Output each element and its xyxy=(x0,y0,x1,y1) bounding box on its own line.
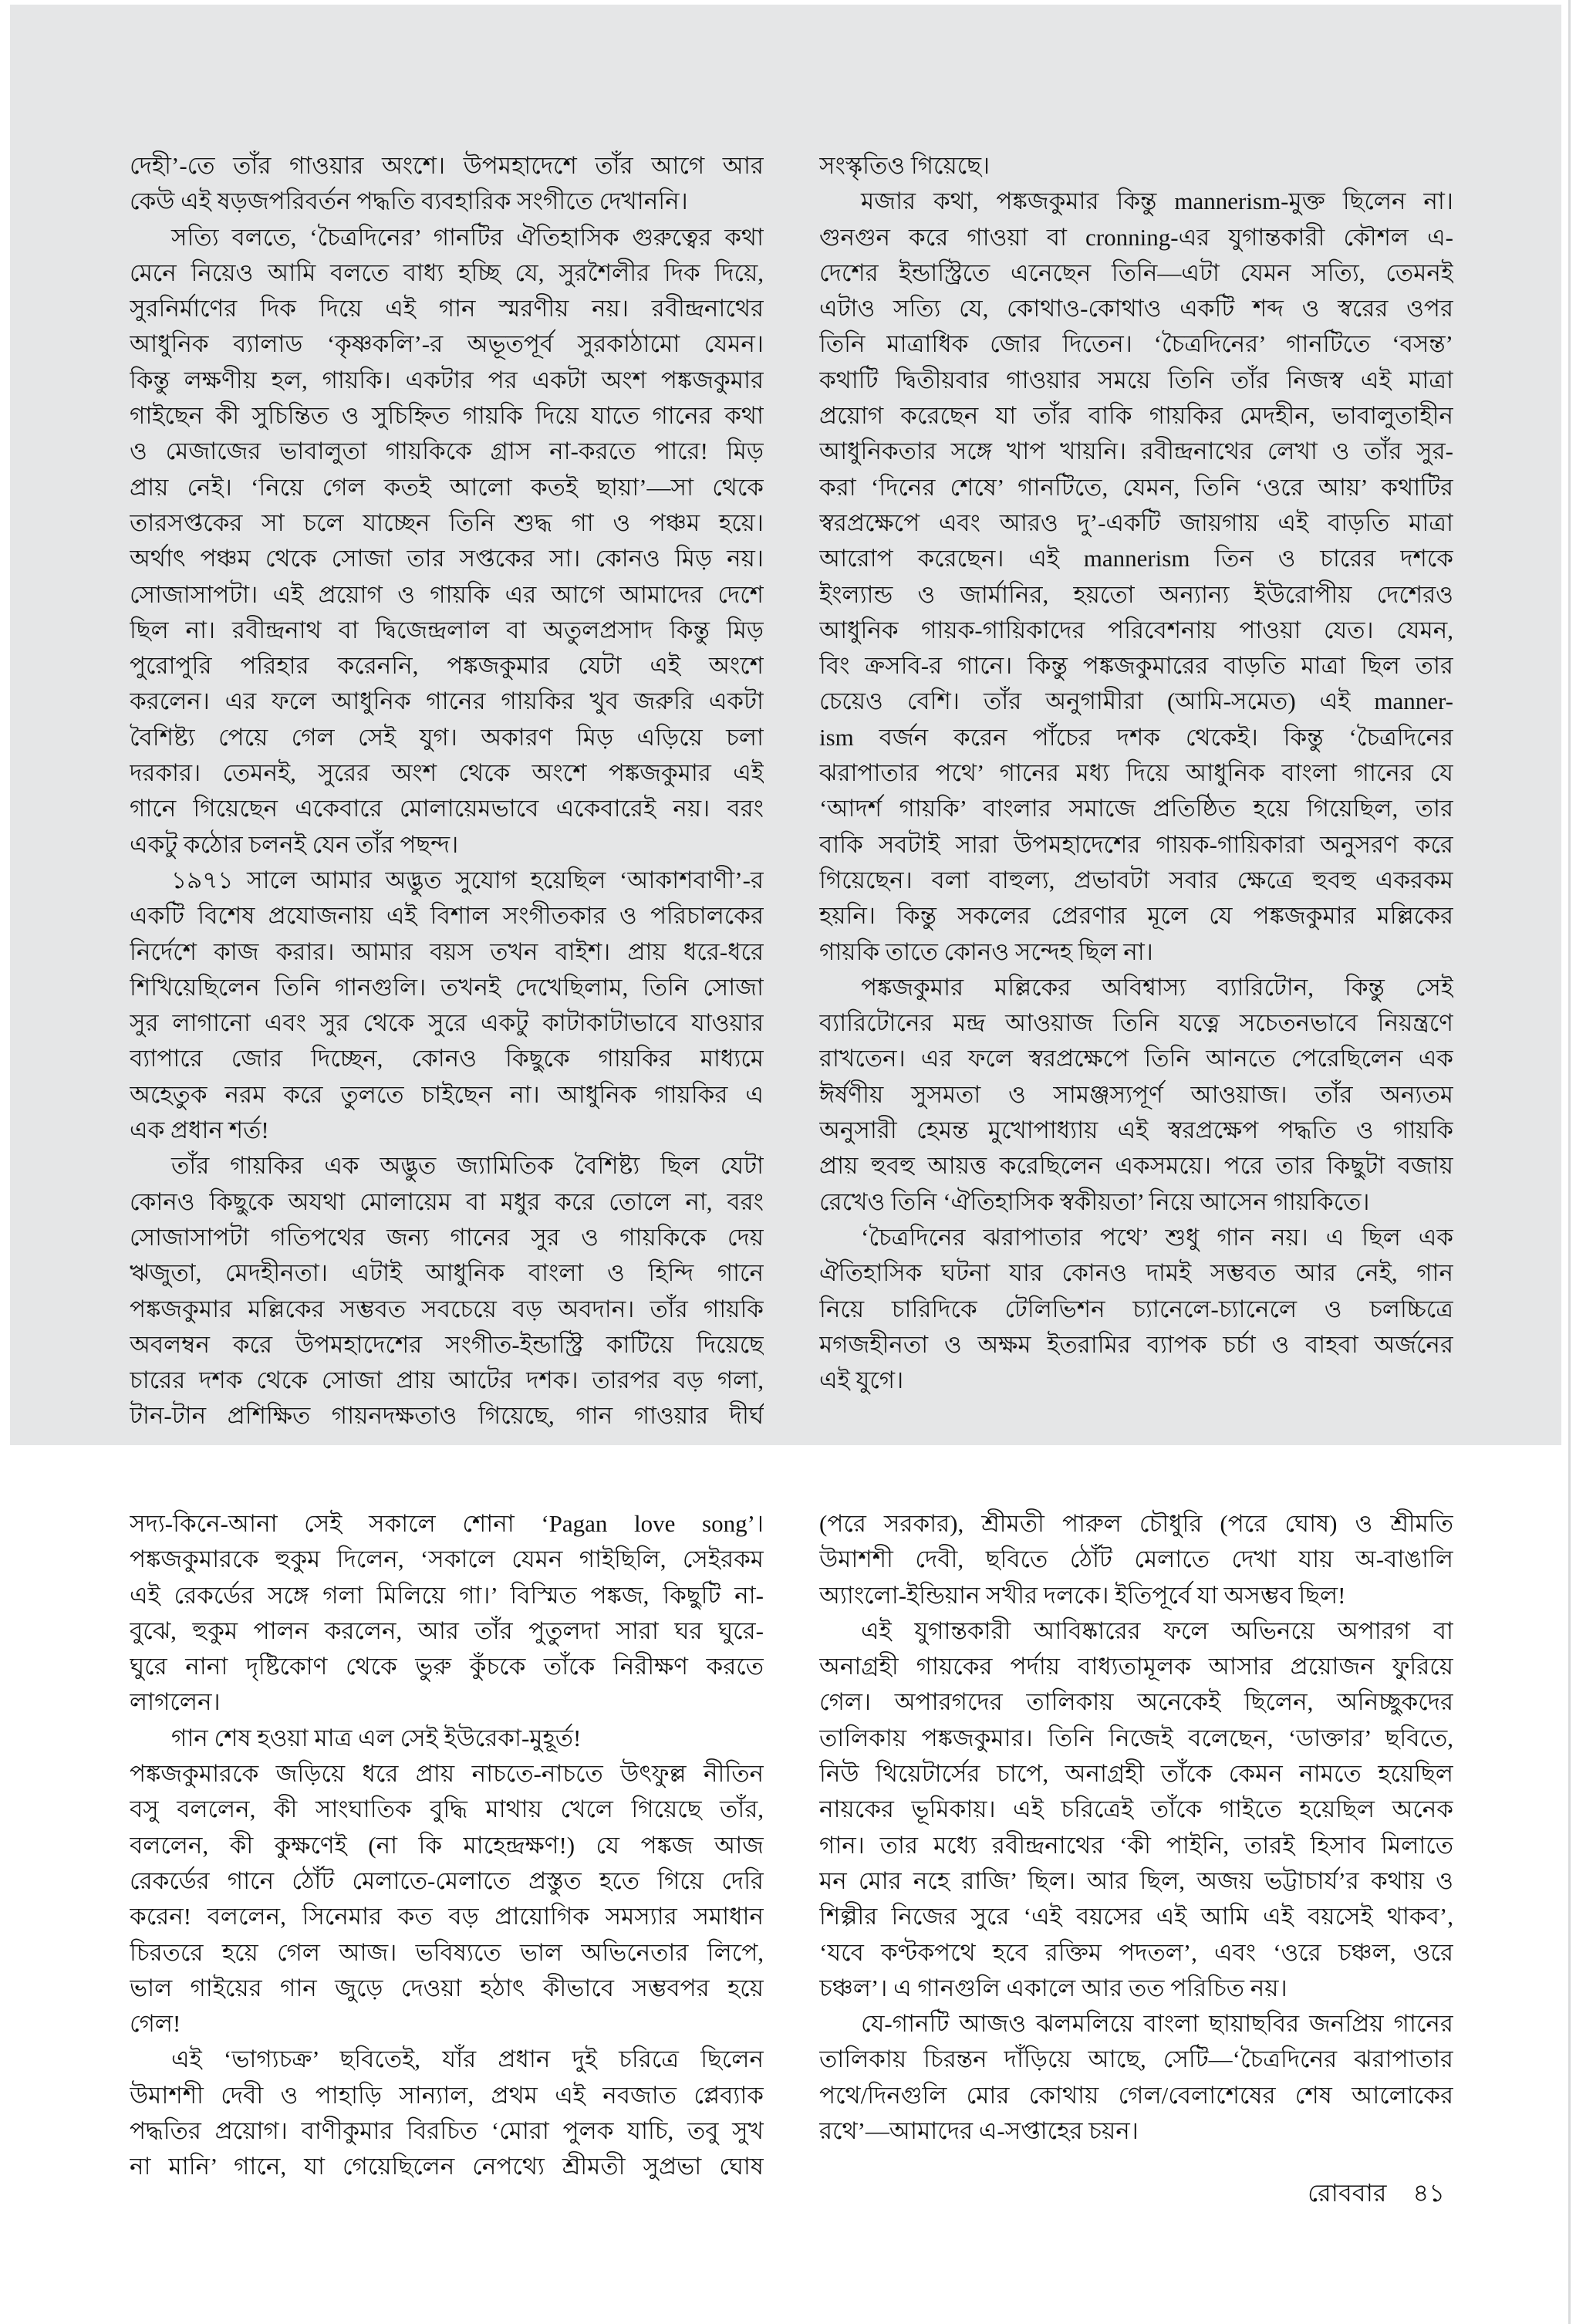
text-line: প্রয়োগ করেছেন যা তাঁর বাকি গায়কির মেদহীন, ভাবালুতাহীন xyxy=(819,402,1453,430)
text-line: কথাটি দ্বিতীয়বার গাওয়ার সময়ে তিনি তাঁর নিজস্ব এই মাত্রা xyxy=(819,366,1453,394)
top-left-column xyxy=(130,148,764,1434)
text-line: নিউ থিয়েটার্সের চাপে, অনাগ্রহী তাঁকে কেমন নামতে হয়েছিল xyxy=(819,1760,1453,1788)
text-line: সোজাসাপটা গতিপথের জন্য গানের সুর ও গায়কিকে দেয় xyxy=(130,1223,764,1251)
text-line: উমাশশী দেবী, ছবিতে ঠোঁট মেলাতে দেখা যায় অ-বাঙালি xyxy=(819,1545,1453,1573)
text-line: দেহী’-তে তাঁর গাওয়ার অংশে। উপমহাদেশে তাঁর আগে আর xyxy=(130,152,764,179)
text-line: সদ্য-কিনে-আনা সেই সকালে শোনা ‘Pagan love song’। xyxy=(130,1510,764,1537)
text-line: ১৯৭১ সালে আমার অদ্ভুত সুযোগ হয়েছিল ‘আকাশবাণী’-র xyxy=(171,866,764,893)
text-line: সুরনির্মাণের দিক দিয়ে এই গান স্মরণীয় নয়। রবীন্দ্রনাথের xyxy=(130,295,764,323)
text-line: বাকি সবটাই সারা উপমহাদেশের গায়ক-গায়িকারা অনুসরণ করে xyxy=(819,830,1453,858)
text-line: আরোপ করেছেন। এই mannerism তিন ও চারের দশকে xyxy=(819,545,1453,573)
text-line: কেউ এই ষড়জপরিবর্তন পদ্ধতি ব্যবহারিক সংগীতে দেখাননি। xyxy=(130,187,688,215)
text-line: গেল। অপারগদের তালিকায় অনেকেই ছিলেন, অনিচ্ছুকদের xyxy=(819,1688,1453,1716)
text-line: গায়কি তাতে কোনও সন্দেহ ছিল না। xyxy=(819,937,1153,965)
text-line: পঙ্কজকুমার মল্লিকের অবিশ্বাস্য ব্যারিটোন, কিন্তু সেই xyxy=(861,973,1453,1001)
text-line: ‘চৈত্রদিনের ঝরাপাতার পথে’ শুধু গান নয়। এ ছিল এক xyxy=(861,1223,1453,1251)
text-line: তিনি মাত্রাধিক জোর দিতেন। ‘চৈত্রদিনের’ গানটিতে ‘বসন্ত’ xyxy=(819,330,1453,358)
text-line: পথে/দিনগুলি মোর কোথায় গেল/বেলাশেষের শেষ আলোকের xyxy=(819,2081,1453,2109)
text-line: অনুসারী হেমন্ত মুখোপাধ্যায় এই স্বরপ্রক্ষেপ পদ্ধতি ও গায়কি xyxy=(819,1116,1453,1144)
text-line: পুরোপুরি পরিহার করেননি, পঙ্কজকুমার যেটা এই অংশে xyxy=(130,652,764,680)
text-line: পদ্ধতির প্রয়োগ। বাণীকুমার বিরচিত ‘মোরা পুলক যাচি, তবু সুখ xyxy=(130,2117,764,2145)
text-line: প্রায় নেই। ‘নিয়ে গেল কতই আলো কতই ছায়া’—সা থেকে xyxy=(130,473,764,501)
text-line: রাখতেন। এর ফলে স্বরপ্রক্ষেপে তিনি আনতে পেরেছিলেন এক xyxy=(819,1045,1453,1072)
text-line: তালিকায় পঙ্কজকুমার। তিনি নিজেই বলেছেন, ‘ডাক্তার’ ছবিতে, xyxy=(819,1724,1453,1751)
text-line: ‘যবে কণ্টকপথে হবে রক্তিম পদতল’, এবং ‘ওরে চঞ্চল, ওরে xyxy=(819,1938,1453,1966)
text-line: প্রায় হুবহু আয়ত্ত করেছিলেন একসময়ে। পরে তার কিছুটা বজায় xyxy=(819,1152,1453,1180)
text-line: টান-টান প্রশিক্ষিত গায়নদক্ষতাও গিয়েছে, গান গাওয়ার দীর্ঘ xyxy=(130,1402,764,1430)
text-line: অ্যাংলো-ইন্ডিয়ান সখীর দলকে। ইতিপূর্বে যা অসম্ভব ছিল! xyxy=(819,1581,1346,1609)
text-line: করেন! বললেন, সিনেমার কত বড় প্রায়োগিক সমস্যার সমাধান xyxy=(130,1903,764,1930)
text-line: এই ‘ভাগ্যচক্র’ ছবিতেই, যাঁর প্রধান দুই চরিত্রে ছিলেন xyxy=(171,2045,764,2073)
text-line: ‘আদর্শ গায়কি’ বাংলার সমাজে প্রতিষ্ঠিত হয়ে গিয়েছিল, তার xyxy=(819,795,1453,823)
text-line: এই রেকর্ডের সঙ্গে গলা মিলিয়ে গা।’ বিস্মিত পঙ্কজ, কিছুটি না- xyxy=(130,1581,764,1609)
text-line: গানে গিয়েছেন একেবারে মোলায়েমভাবে একেবারেই নয়। বরং xyxy=(130,795,764,823)
text-line: এটাও সত্যি যে, কোথাও-কোথাও একটি শব্দ ও স্বরের ওপর xyxy=(819,295,1453,323)
text-line: চারের দশক থেকে সোজা প্রায় আটের দশক। তারপর বড় গলা, xyxy=(130,1366,764,1394)
text-line: মেনে নিয়েও আমি বলতে বাধ্য হচ্ছি যে, সুরশৈলীর দিক দিয়ে, xyxy=(130,258,764,286)
text-line: সুর লাগানো এবং সুর থেকে সুরে একটু কাটাকাটাভাবে যাওয়ার xyxy=(130,1009,764,1037)
text-line: পঙ্কজকুমার মল্লিকের সম্ভবত সবচেয়ে বড় অবদান। তাঁর গায়কি xyxy=(130,1295,764,1322)
page-edge-line xyxy=(1568,0,1571,2324)
text-line: সংস্কৃতিও গিয়েছে। xyxy=(819,152,990,179)
text-line: রথে’—আমাদের এ-সপ্তাহের চয়ন। xyxy=(819,2117,1139,2145)
text-line: গেল! xyxy=(130,2010,181,2038)
text-line: মন মোর নহে রাজি’ ছিল। আর ছিল, অজয় ভট্টাচার্য’র কথায় ও xyxy=(819,1866,1453,1894)
text-line: এক প্রধান শর্ত! xyxy=(130,1116,269,1144)
text-line: লাগলেন। xyxy=(130,1688,221,1716)
text-line: সত্যি বলতে, ‘চৈত্রদিনের’ গানটির ঐতিহাসিক গুরুত্বের কথা xyxy=(171,223,764,251)
text-line: অর্থাৎ পঞ্চম থেকে সোজা তার সপ্তকের সা। কোনও মিড় নয়। xyxy=(130,545,764,573)
magazine-name: রোববার xyxy=(1308,2179,1387,2207)
text-line: হয়নি। কিন্তু সকলের প্রেরণার মূলে যে পঙ্কজকুমার মল্লিকের xyxy=(819,902,1453,930)
text-line: আধুনিক ব্যালাড ‘কৃষ্ণকলি’-র অভূতপূর্ব সুরকাঠামো যেমন। xyxy=(130,330,764,358)
text-line: নিয়ে চারিদিকে টেলিভিশন চ্যানেলে-চ্যানেলে ও চলচ্চিত্রে xyxy=(819,1295,1453,1322)
text-line: অহেতুক নরম করে তুলতে চাইছেন না। আধুনিক গায়কির এ xyxy=(130,1080,764,1108)
text-line: বললেন, কী কুক্ষণেই (না কি মাহেন্দ্রক্ষণ!) যে পঙ্কজ আজ xyxy=(130,1831,764,1859)
text-line: চিরতরে হয়ে গেল আজ। ভবিষ্যতে ভাল অভিনেতার লিপে, xyxy=(130,1938,764,1966)
top-right-column xyxy=(819,148,1453,1398)
text-line: মজার কথা, পঙ্কজকুমার কিন্তু mannerism-মুক্ত ছিলেন না। xyxy=(861,187,1453,215)
text-line: ঐতিহাসিক ঘটনা যার কোনও দামই সম্ভবত আর নেই, গান xyxy=(819,1259,1453,1287)
text-line: ব্যাপারে জোর দিচ্ছেন, কোনও কিছুকে গায়কির মাধ্যমে xyxy=(130,1045,764,1072)
text-line: (পরে সরকার), শ্রীমতী পারুল চৌধুরি (পরে ঘোষ) ও শ্রীমতি xyxy=(819,1510,1453,1537)
text-line: ism বর্জন করেন পাঁচের দশক থেকেই। কিন্তু ‘চৈত্রদিনের xyxy=(819,723,1453,751)
text-line: ঈর্ষণীয় সুসমতা ও সামঞ্জস্যপূর্ণ আওয়াজ। তাঁর অন্যতম xyxy=(819,1080,1453,1108)
text-line: বসু বললেন, কী সাংঘাতিক বুদ্ধি মাথায় খেলে গিয়েছে তাঁর, xyxy=(130,1795,764,1823)
text-line: এই যুগে। xyxy=(819,1366,904,1394)
text-line: স্বরপ্রক্ষেপে এবং আরও দু’-একটি জায়গায় এই বাড়তি মাত্রা xyxy=(819,508,1453,536)
text-line: গান শেষ হওয়া মাত্র এল সেই ইউরেকা-মুহূর্ত! xyxy=(171,1724,582,1751)
text-line: শিখিয়েছিলেন তিনি গানগুলি। তখনই দেখেছিলাম, তিনি সোজা xyxy=(130,973,764,1001)
text-line: সোজাসাপটা। এই প্রয়োগ ও গায়কি এর আগে আমাদের দেশে xyxy=(130,580,764,608)
text-line: গুনগুন করে গাওয়া বা cronning-এর যুগান্তকারী কৌশল এ- xyxy=(819,223,1453,251)
text-line: গাইছেন কী সুচিন্তিত ও সুচিহ্নিত গায়কি দিয়ে যাতে গানের কথা xyxy=(130,402,764,430)
text-line: পঙ্কজকুমারকে জড়িয়ে ধরে প্রায় নাচতে-নাচতে উৎফুল্ল নীতিন xyxy=(130,1760,764,1788)
text-line: দরকার। তেমনই, সুরের অংশ থেকে অংশে পঙ্কজকুমার এই xyxy=(130,759,764,787)
text-line: রেখেও তিনি ‘ঐতিহাসিক স্বকীয়তা’ নিয়ে আসেন গায়কিতে। xyxy=(819,1187,1370,1215)
text-line: ঝরাপাতার পথে’ গানের মধ্য দিয়ে আধুনিক বাংলা গানের যে xyxy=(819,759,1453,787)
text-line: দেশের ইন্ডাস্ট্রিতে এনেছেন তিনি—এটা যেমন সত্যি, তেমনই xyxy=(819,258,1453,286)
text-line: বিং ক্রসবি-র গানে। কিন্তু পঙ্কজকুমারের বাড়তি মাত্রা ছিল তার xyxy=(819,652,1453,680)
text-line: মগজহীনতা ও অক্ষম ইতরামির ব্যাপক চর্চা ও বাহবা অর্জনের xyxy=(819,1330,1453,1358)
text-line: গান। তার মধ্যে রবীন্দ্রনাথের ‘কী পাইনি, তারই হিসাব মিলাতে xyxy=(819,1831,1453,1859)
text-line: তালিকায় চিরন্তন দাঁড়িয়ে আছে, সেটি—‘চৈত্রদিনের ঝরাপাতার xyxy=(819,2045,1453,2073)
text-line: নায়কের ভূমিকায়। এই চরিত্রেই তাঁকে গাইতে হয়েছিল অনেক xyxy=(819,1795,1453,1823)
text-line: তারসপ্তকের সা চলে যাচ্ছেন তিনি শুদ্ধ গা ও পঞ্চম হয়ে। xyxy=(130,508,764,536)
text-line: ব্যারিটোনের মন্দ্র আওয়াজ তিনি যত্নে সচেতনভাবে নিয়ন্ত্রণে xyxy=(819,1009,1453,1037)
bottom-left-column xyxy=(130,1506,764,2185)
text-line: ঘুরে নানা দৃষ্টিকোণ থেকে ভুরু কুঁচকে তাঁকে নিরীক্ষণ করতে xyxy=(130,1653,764,1681)
text-line: অবলম্বন করে উপমহাদেশের সংগীত-ইন্ডাস্ট্রি কাটিয়ে দিয়েছে xyxy=(130,1330,764,1358)
text-line: ইংল্যান্ড ও জার্মানির, হয়তো অন্যান্য ইউরোপীয় দেশেরও xyxy=(819,580,1453,608)
page-number: ৪১ xyxy=(1412,2179,1445,2207)
text-line: করা ‘দিনের শেষে’ গানটিতে, যেমন, তিনি ‘ওরে আয়’ কথাটির xyxy=(819,473,1453,501)
text-line: না মানি’ গানে, যা গেয়েছিলেন নেপথ্যে শ্রীমতী সুপ্রভা ঘোষ xyxy=(130,2153,764,2180)
text-line: একটি বিশেষ প্রযোজনায় এই বিশাল সংগীতকার ও পরিচালকের xyxy=(130,902,764,930)
text-line: বৈশিষ্ট্য পেয়ে গেল সেই যুগ। অকারণ মিড় এড়িয়ে চলা xyxy=(130,723,764,751)
text-line: আধুনিকতার সঙ্গে খাপ খায়নি। রবীন্দ্রনাথের লেখা ও তাঁর সুর- xyxy=(819,437,1453,465)
text-line: কিন্তু লক্ষণীয় হল, গায়কি। একটার পর একটা অংশ পঙ্কজকুমার xyxy=(130,366,764,394)
text-line: করলেন। এর ফলে আধুনিক গানের গায়কির খুব জরুরি একটা xyxy=(130,687,764,715)
text-line: উমাশশী দেবী ও পাহাড়ি সান্যাল, প্রথম এই নবজাত প্লেব্যাক xyxy=(130,2081,764,2109)
text-line: ও মেজাজের ভাবালুতা গায়কিকে গ্রাস না-করতে পারে! মিড় xyxy=(130,437,764,465)
text-line: নির্দেশে কাজ করার। আমার বয়স তখন বাইশ। প্রায় ধরে-ধরে xyxy=(130,937,764,965)
text-line: ছিল না। রবীন্দ্রনাথ বা দ্বিজেন্দ্রলাল বা অতুলপ্রসাদ কিন্তু মিড় xyxy=(130,616,764,643)
text-line: তাঁর গায়কির এক অদ্ভুত জ্যামিতিক বৈশিষ্ট্য ছিল যেটা xyxy=(171,1152,764,1180)
bottom-right-column xyxy=(819,1506,1453,2149)
text-line: চেয়েও বেশি। তাঁর অনুগামীরা (আমি-সমেত) এই manner- xyxy=(819,687,1453,715)
text-line: শিল্পীর নিজের সুরে ‘এই বয়সের এই আমি এই বয়সেই থাকব’, xyxy=(819,1903,1453,1930)
text-line: এই যুগান্তকারী আবিষ্কারের ফলে অভিনয়ে অপারগ বা xyxy=(861,1616,1453,1644)
text-line: অনাগ্রহী গায়কের পর্দায় বাধ্যতামূলক আসার প্রয়োজন ফুরিয়ে xyxy=(819,1653,1453,1681)
text-line: রেকর্ডের গানে ঠোঁট মেলাতে-মেলাতে প্রস্তুত হতে গিয়ে দেরি xyxy=(130,1866,764,1894)
text-line: ঋজুতা, মেদহীনতা। এটাই আধুনিক বাংলা ও হিন্দি গানে xyxy=(130,1259,764,1287)
text-line: ভাল গাইয়ের গান জুড়ে দেওয়া হঠাৎ কীভাবে সম্ভবপর হয়ে xyxy=(130,1974,764,2001)
page-footer xyxy=(1308,2177,1445,2208)
text-line: পঙ্কজকুমারকে হুকুম দিলেন, ‘সকালে যেমন গাইছিলি, সেইরকম xyxy=(130,1545,764,1573)
text-line: একটু কঠোর চলনই যেন তাঁর পছন্দ। xyxy=(130,830,459,858)
text-line: আধুনিক গায়ক-গায়িকাদের পরিবেশনায় পাওয়া যেত। যেমন, xyxy=(819,616,1453,643)
text-line: গিয়েছেন। বলা বাহুল্য, প্রভাবটা সবার ক্ষেত্রে হুবহু একরকম xyxy=(819,866,1453,893)
text-line: যে-গানটি আজও ঝলমলিয়ে বাংলা ছায়াছবির জনপ্রিয় গানের xyxy=(861,2010,1453,2038)
text-line: কোনও কিছুকে অযথা মোলায়েম বা মধুর করে তোলে না, বরং xyxy=(130,1187,764,1215)
text-line: বুঝে, হুকুম পালন করলেন, আর তাঁর পুতুলদা সারা ঘর ঘুরে- xyxy=(130,1616,764,1644)
text-line: চঞ্চল’। এ গানগুলি একালে আর তত পরিচিত নয়। xyxy=(819,1974,1287,2001)
